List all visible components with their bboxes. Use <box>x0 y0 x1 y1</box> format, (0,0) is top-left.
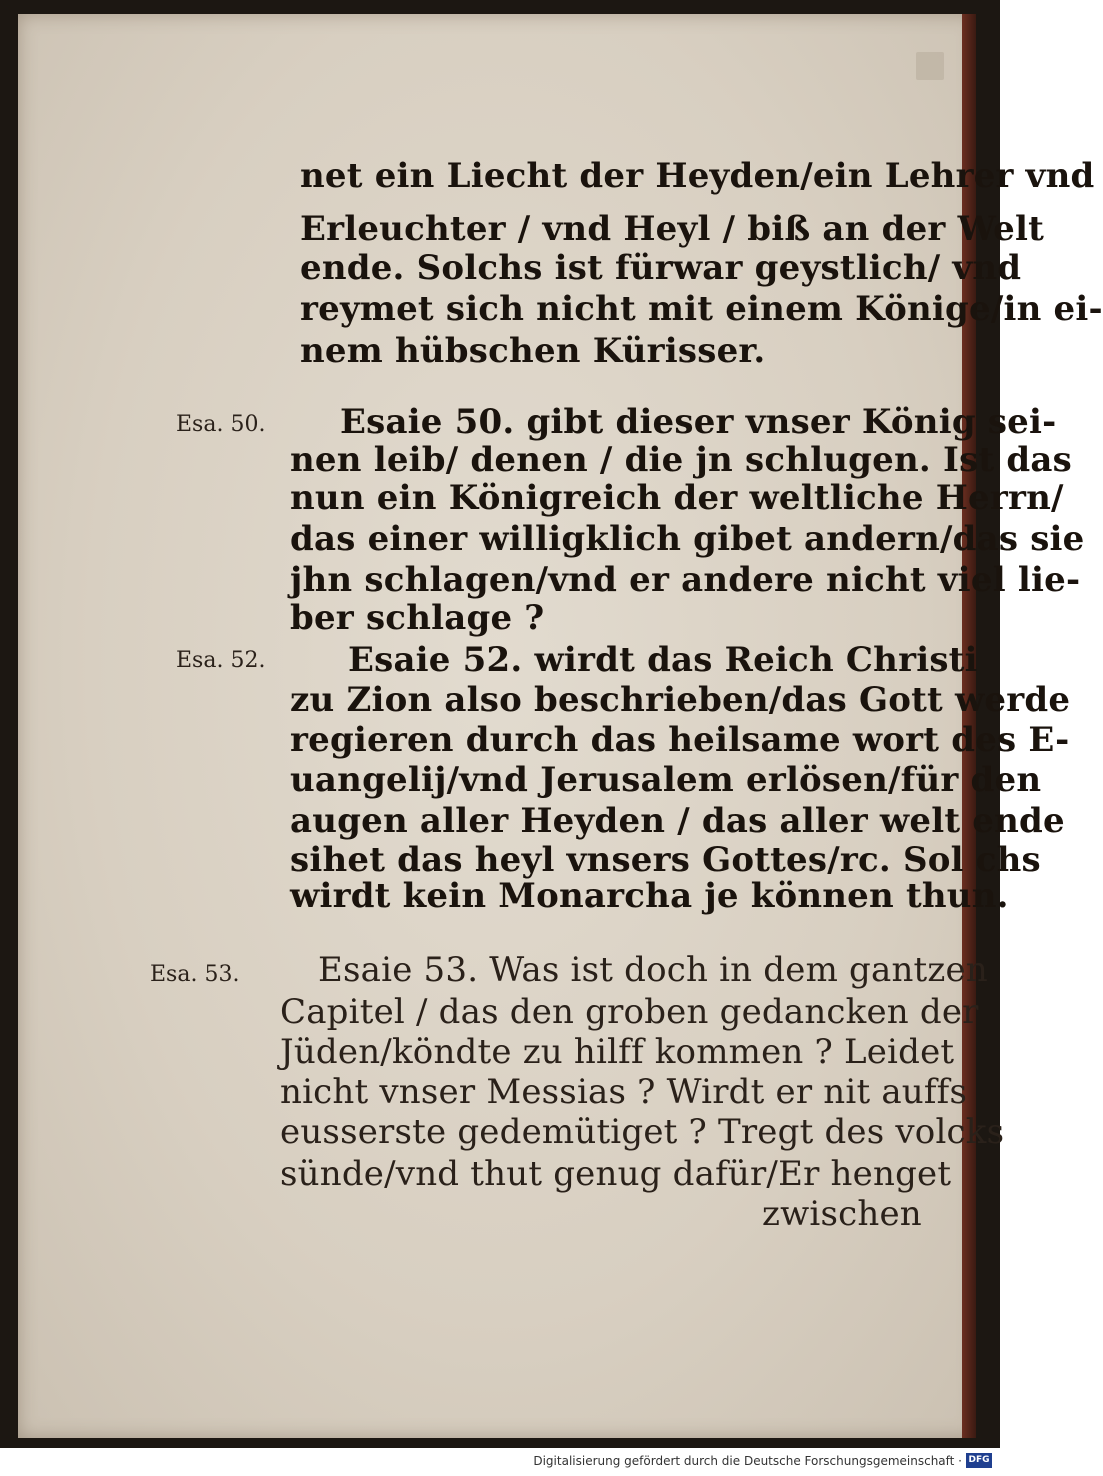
text-line: Esaie 50. gibt dieser vnser König sei- <box>340 402 1057 442</box>
text-line: sihet das heyl vnsers Gottes/rc. Sol chs <box>290 840 1041 880</box>
footer-bar <box>0 1448 1000 1476</box>
text-line: nun ein Königreich der weltliche Herrn/ <box>290 478 1064 518</box>
catchword: zwischen <box>762 1194 922 1234</box>
text-line: das einer willigklich gibet andern/das sie <box>290 519 1085 559</box>
text-line: nicht vnser Messias ? Wirdt er nit auffs <box>280 1072 968 1112</box>
text-line: eusserste gedemütiget ? Tregt des volcks <box>280 1112 1005 1152</box>
margin-note: Esa. 52. <box>176 648 266 673</box>
text-line: uangelij/vnd Jerusalem erlösen/für den <box>290 760 1042 800</box>
text-line: Jüden/köndte zu hilff kommen ? Leidet <box>280 1032 955 1072</box>
text-line: wirdt kein Monarcha je können thun. <box>290 876 1009 916</box>
text-line: sünde/vnd thut genug dafür/Er henget <box>280 1154 952 1194</box>
funding-notice: Digitalisierung gefördert durch die Deutsche Forschungsgemeinschaft · <box>533 1454 962 1468</box>
book-page <box>18 14 1103 1438</box>
text-line: zu Zion also beschrieben/das Gott werde <box>290 680 1071 720</box>
text-line: jhn schlagen/vnd er andere nicht viel lie- <box>290 560 1081 600</box>
text-line: reymet sich nicht mit einem Könige/in ei- <box>300 289 1103 329</box>
text-line: Capitel / das den groben gedancken der <box>280 992 979 1032</box>
margin-note: Esa. 50. <box>176 412 266 437</box>
text-line: Esaie 52. wirdt das Reich Christi <box>348 640 978 680</box>
text-line: nem hübschen Kürisser. <box>300 331 766 371</box>
page-text <box>18 14 1103 1438</box>
margin-note: Esa. 53. <box>150 962 240 987</box>
text-line: augen aller Heyden / das aller welt ende <box>290 801 1065 841</box>
text-line: ende. Solchs ist fürwar geystlich/ vnd <box>300 248 1022 288</box>
text-line: regieren durch das heilsame wort des E- <box>290 720 1070 760</box>
dfg-logo: DFG <box>966 1453 992 1468</box>
text-line: nen leib/ denen / die jn schlugen. Ist das <box>290 440 1072 480</box>
text-line: Esaie 53. Was ist doch in dem gantzen <box>318 950 988 990</box>
text-line: Erleuchter / vnd Heyl / biß an der Welt <box>300 209 1045 249</box>
text-line: net ein Liecht der Heyden/ein Lehrer vnd <box>300 156 1095 196</box>
text-line: ber schlage ? <box>290 598 545 638</box>
